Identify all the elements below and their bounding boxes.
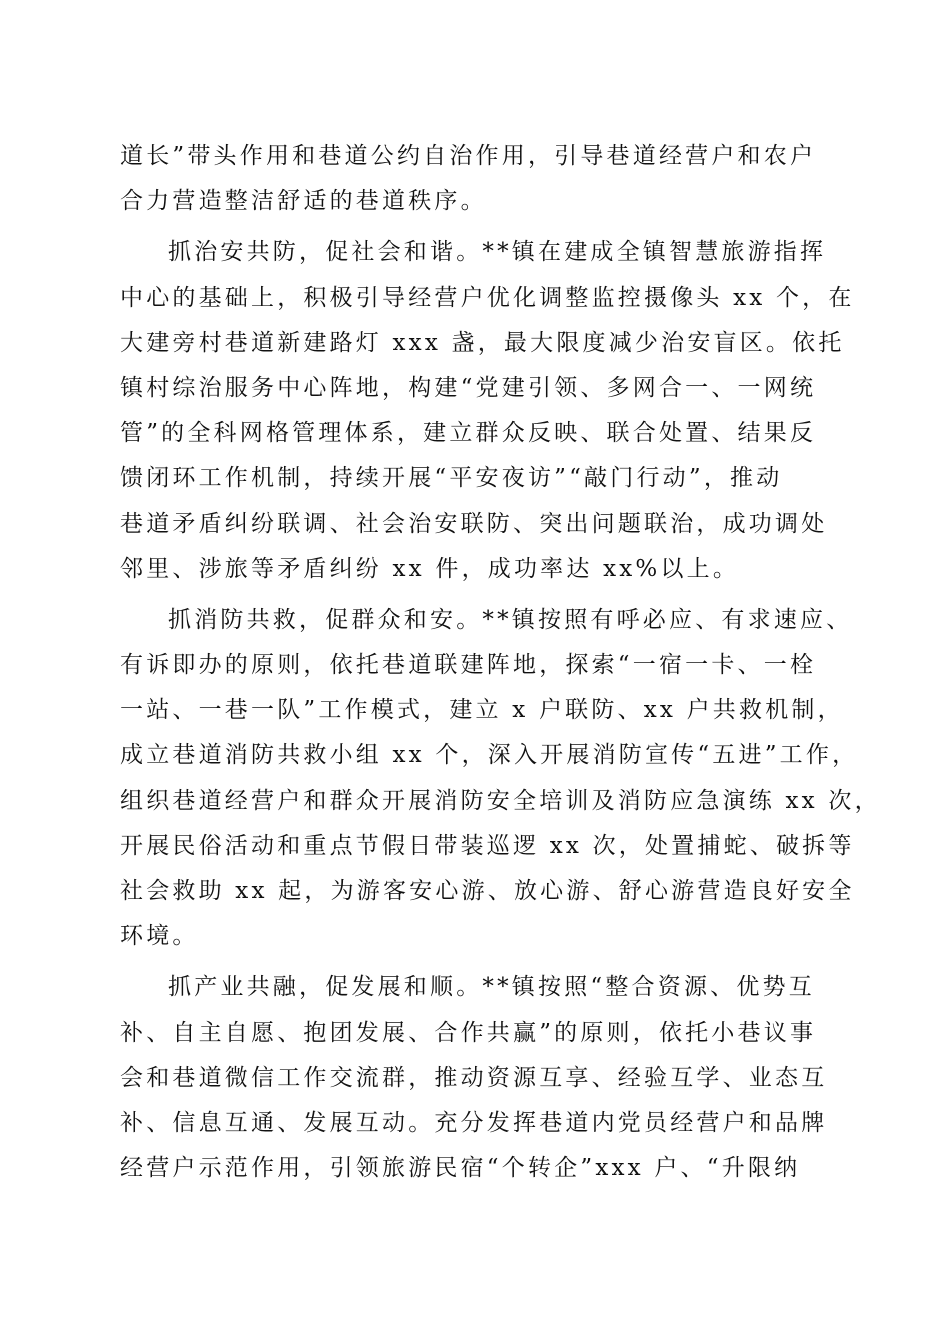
document-body [120, 134, 881, 1191]
text-line: 会和巷道微信工作交流群，推动资源互享、经验互学、业态互 [120, 1064, 828, 1091]
text-line: 道长”带头作用和巷道公约自治作用，引导巷道经营户和农户 [120, 143, 817, 169]
text-line: 成立巷道消防共救小组 xx 个，深入开展消防宣传“五进”工作， [120, 742, 859, 769]
text-line: 大建旁村巷道新建路灯 xxx 盏，最大限度减少治安盲区。依托 [120, 329, 845, 356]
text-line: 抓治安共防，促社会和谐。**镇在建成全镇智慧旅游指挥 [168, 239, 827, 266]
text-line: 合力营造整洁舒适的巷道秩序。 [120, 188, 487, 215]
text-line: 补、信息互通、发展互动。充分发挥巷道内党员经营户和品牌 [120, 1109, 828, 1136]
paragraph-4 [120, 965, 836, 1191]
text-line: 抓消防共救，促群众和安。**镇按照有呼必应、有求速应、 [168, 606, 853, 633]
text-line: 组织巷道经营户和群众开展消防安全培训及消防应急演练 xx 次， [120, 787, 881, 814]
text-line: 一站、一巷一队”工作模式，建立 x 户联防、xx 户共救机制， [120, 697, 844, 724]
paragraph-3 [120, 598, 881, 960]
paragraph-2 [120, 230, 855, 592]
text-line: 中心的基础上，积极引导经营户优化调整监控摄像头 xx 个，在 [120, 284, 855, 311]
text-line: 管”的全科网格管理体系，建立群众反映、联合处置、结果反 [120, 420, 817, 447]
text-line: 巷道矛盾纠纷联调、社会治安联防、突出问题联治，成功调处 [120, 510, 828, 537]
text-line: 馈闭环工作机制，持续开展“平安夜访”“敲门行动”，推动 [120, 465, 783, 492]
text-line: 抓产业共融，促发展和顺。**镇按照“整合资源、优势互 [168, 974, 815, 1001]
paragraph-1 [120, 134, 836, 224]
text-line: 社会救助 xx 起，为游客安心游、放心游、舒心游营造良好安全 [120, 878, 855, 904]
text-line: 镇村综治服务中心阵地，构建“党建引领、多网合一、一网统 [120, 374, 817, 401]
text-line: 邻里、涉旅等矛盾纠纷 xx 件，成功率达 xx%以上。 [120, 555, 740, 582]
text-line: 环境。 [120, 923, 199, 950]
text-line: 补、自主自愿、抱团发展、合作共赢”的原则，依托小巷议事 [120, 1019, 817, 1046]
text-line: 有诉即办的原则，依托巷道联建阵地，探索“一宿一卡、一栓 [120, 652, 817, 679]
text-line: 经营户示范作用，引领旅游民宿“个转企”xxx 户、“升限纳 [120, 1155, 801, 1182]
text-line: 开展民俗活动和重点节假日带装巡逻 xx 次，处置捕蛇、破拆等 [120, 832, 855, 859]
